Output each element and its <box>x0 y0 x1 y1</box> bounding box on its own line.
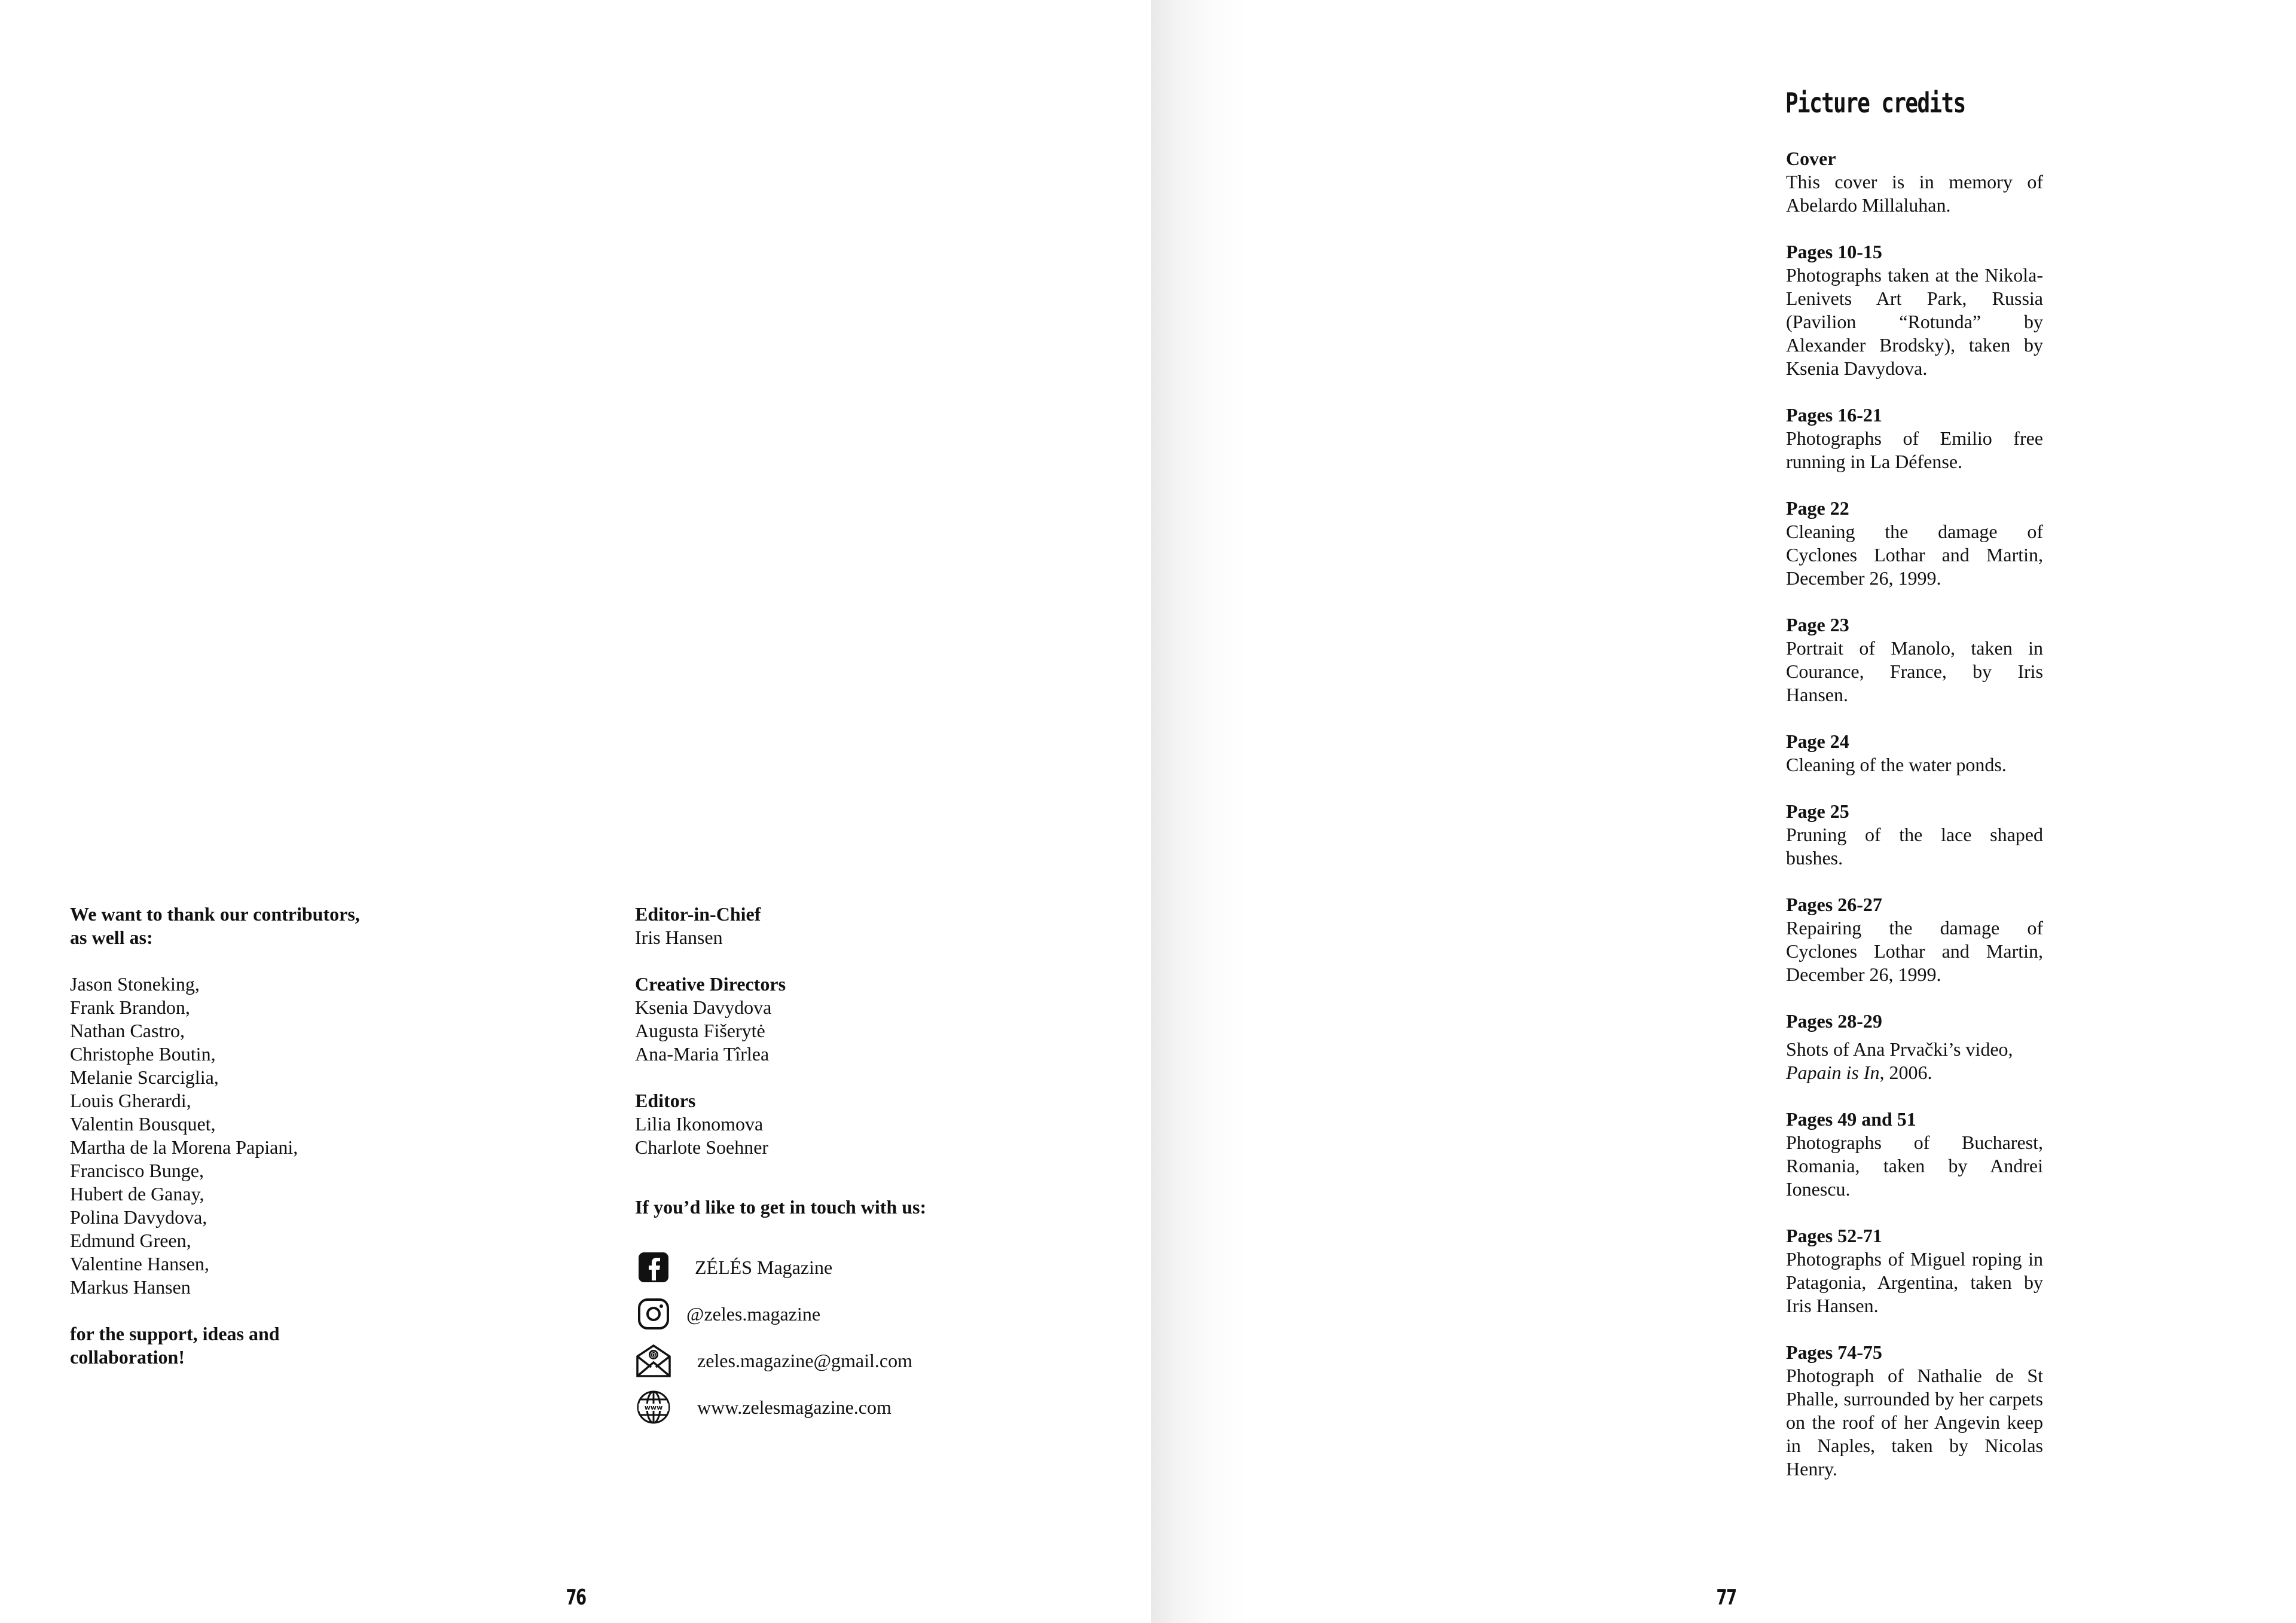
thanks-outro-line2: collaboration! <box>70 1346 185 1368</box>
credit-item <box>1786 1341 2043 1481</box>
credit-heading: Pages 10-15 <box>1786 241 1882 262</box>
credit-item <box>1786 404 2043 473</box>
credit-heading: Pages 26-27 <box>1786 894 1882 915</box>
instagram-icon <box>635 1295 672 1332</box>
credit-heading: Page 25 <box>1786 800 1849 822</box>
credit-description: Cleaning of the water ponds. <box>1786 754 2007 775</box>
contact-title: If you’d like to get in touch with us: <box>635 1196 927 1218</box>
credit-description: Photographs of Emilio free running in La Défense. <box>1786 427 2043 472</box>
contributor-name: Valentine Hansen, <box>70 1253 209 1274</box>
credit-heading: Pages 28-29 <box>1786 1010 1882 1032</box>
contributor-name: Jason Stoneking, <box>70 973 200 995</box>
contributor-names <box>70 973 453 1299</box>
credit-item <box>1786 147 2043 217</box>
contact-email-text: zeles.magazine@gmail.com <box>697 1349 912 1371</box>
contact-website[interactable] <box>635 1384 1018 1431</box>
credit-heading: Cover <box>1786 148 1836 169</box>
contact-facebook[interactable] <box>635 1244 1018 1291</box>
contact-list <box>635 1244 1018 1431</box>
masthead-creative-directors <box>635 973 1018 1066</box>
contact-website-text: www.zelesmagazine.com <box>697 1396 891 1418</box>
picture-credits-title: Picture credits <box>1785 87 1965 119</box>
credit-heading: Pages 49 and 51 <box>1786 1108 1916 1130</box>
contact-email[interactable] <box>635 1337 1018 1384</box>
contributor-name: Polina Davydova, <box>70 1206 207 1228</box>
credit-description: This cover is in memory of Abelardo Millaluhan. <box>1786 171 2043 216</box>
credit-description: Photographs of Bucharest, Romania, taken by Andrei Ionescu. <box>1786 1132 2043 1200</box>
credit-item <box>1786 1224 2043 1318</box>
contributor-name: Frank Brandon, <box>70 997 190 1018</box>
credit-description-text: Shots of Ana Prvački’s video, <box>1786 1038 2013 1060</box>
credit-description: Pruning of the lace shaped bushes. <box>1786 824 2043 869</box>
credit-heading: Page 24 <box>1786 730 1849 752</box>
contributor-name: Louis Gherardi, <box>70 1090 191 1111</box>
page-number-right: 77 <box>1716 1585 1736 1610</box>
credit-description: Cleaning the damage of Cyclones Lothar and Martin, December 26, 1999. <box>1786 521 2043 589</box>
contributor-name: Christophe Boutin, <box>70 1043 216 1065</box>
credit-heading: Pages 16-21 <box>1786 404 1882 426</box>
credit-item <box>1786 613 2043 707</box>
right-page <box>1151 0 2296 1623</box>
contributor-name: Edmund Green, <box>70 1230 191 1251</box>
thanks-section <box>70 903 453 1369</box>
credit-item <box>1786 497 2043 590</box>
masthead-section <box>635 903 1018 1431</box>
masthead-person: Augusta Fišerytė <box>635 1020 765 1041</box>
contributor-name: Valentin Bousquet, <box>70 1113 216 1135</box>
credit-heading: Page 22 <box>1786 497 1849 519</box>
masthead-editor-in-chief <box>635 903 1018 949</box>
credit-description: Portrait of Manolo, taken in Courance, France, by Iris Hansen. <box>1786 637 2043 705</box>
credit-description <box>1786 1038 2043 1084</box>
credit-heading: Pages 52-71 <box>1786 1225 1882 1246</box>
masthead-editors <box>635 1089 1018 1159</box>
contributor-name: Markus Hansen <box>70 1276 191 1298</box>
credit-description: Repairing the damage of Cyclones Lothar and Martin, December 26, 1999. <box>1786 917 2043 985</box>
masthead-role: Editor-in-Chief <box>635 903 761 925</box>
svg-text:www: www <box>644 1404 663 1411</box>
credit-item <box>1786 240 2043 380</box>
credit-description: Photograph of Nathalie de St Phalle, surrounded by her carpets on the roof of her Angevin keep in Naples, taken by Nicolas Henry. <box>1786 1365 2043 1480</box>
masthead-role: Editors <box>635 1090 696 1111</box>
contributor-name: Francisco Bunge, <box>70 1160 204 1181</box>
credit-description-title: Papain is In <box>1786 1062 1880 1083</box>
credit-description: Photographs taken at the Nikola-Lenivets Art Park, Russia (Pavilion “Rotunda” by Alexander Brodsky), taken by Ksenia Davydova. <box>1786 264 2043 379</box>
svg-text:@: @ <box>650 1350 657 1359</box>
credit-item <box>1786 1010 2043 1084</box>
credit-item <box>1786 800 2043 870</box>
contributor-name: Melanie Scarciglia, <box>70 1066 219 1088</box>
credit-item <box>1786 730 2043 777</box>
masthead-person: Iris Hansen <box>635 927 723 948</box>
thanks-intro-line2: as well as: <box>70 927 153 948</box>
credit-item <box>1786 1108 2043 1201</box>
picture-credits-list <box>1786 147 2043 1504</box>
masthead-role: Creative Directors <box>635 973 786 995</box>
contact-facebook-text: ZÉLÉS Magazine <box>695 1256 833 1278</box>
credit-heading: Page 23 <box>1786 614 1849 635</box>
contributor-name: Nathan Castro, <box>70 1020 185 1041</box>
credit-item <box>1786 893 2043 986</box>
globe-icon <box>635 1389 672 1426</box>
page-number-left: 76 <box>566 1585 586 1610</box>
contributor-name: Hubert de Ganay, <box>70 1183 204 1205</box>
masthead-person: Ksenia Davydova <box>635 997 772 1018</box>
masthead-person: Lilia Ikonomova <box>635 1113 764 1135</box>
contact-instagram[interactable] <box>635 1291 1018 1337</box>
credit-heading: Pages 74-75 <box>1786 1341 1882 1363</box>
thanks-outro-line1: for the support, ideas and <box>70 1323 280 1344</box>
contributor-name: Martha de la Morena Papiani, <box>70 1136 298 1158</box>
email-icon <box>635 1342 672 1379</box>
masthead-person: Charlote Soehner <box>635 1136 769 1158</box>
credit-description-tail: , 2006. <box>1879 1062 1932 1083</box>
contact-instagram-text: @zeles.magazine <box>686 1303 821 1325</box>
credit-description: Photographs of Miguel roping in Patagonia, Argentina, taken by Iris Hansen. <box>1786 1248 2043 1316</box>
thanks-intro-line1: We want to thank our contributors, <box>70 903 360 925</box>
facebook-icon <box>635 1249 672 1286</box>
masthead-person: Ana-Maria Tîrlea <box>635 1043 770 1065</box>
